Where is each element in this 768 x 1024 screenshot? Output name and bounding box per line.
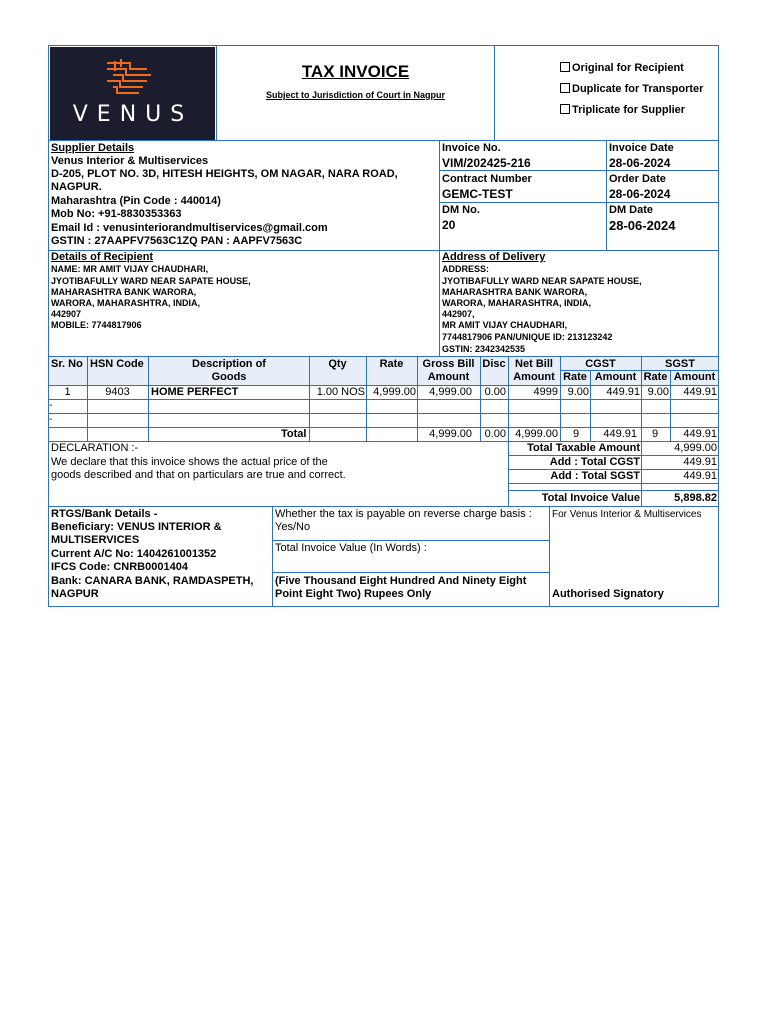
delivery-line: JYOTIBAFULLY WARD NEAR SAPATE HOUSE, [442,276,642,286]
supplier-address-1: D-205, PLOT NO. 3D, HITESH HEIGHTS, OM NAGAR, NARA ROAD, [51,168,398,180]
dm-no: 20 [442,218,456,232]
invoice-date: 28-06-2024 [609,156,671,170]
recipient-line: WARORA, MAHARASHTRA, INDIA, [51,298,200,308]
order-date-label: Order Date [609,173,666,185]
col-gross: Gross Bill [422,358,475,370]
taxable-value: 4,999.00 [674,442,717,454]
divider [439,250,440,357]
declaration-line-2: goods described and that on particulars are true and correct. [51,469,346,481]
order-date: 28-06-2024 [609,187,671,201]
row-gross: 4,999.00 [429,386,472,398]
supplier-gstin: GSTIN : 27AAPFV7563C1ZQ PAN : AAPFV7563C [51,235,303,247]
divider [272,506,273,606]
divider [87,356,88,442]
col-desc: Description of [192,358,266,370]
invoice-value-label: Total Invoice Value [541,492,640,504]
taxable-label: Total Taxable Amount [527,442,640,454]
blank-row-mark: - [49,414,53,425]
total-sgst-value: 449.91 [683,470,717,482]
row-qty: 1.00 NOS [316,386,365,398]
total-gross: 4,999.00 [429,428,472,440]
divider [272,572,550,573]
col-rate: Rate [379,358,404,370]
divider [48,140,719,141]
jurisdiction-note: Subject to Jurisdiction of Court in Nagpur [266,90,445,100]
row-cgst-amount: 449.91 [606,386,640,398]
col-sgst-amount: Amount [673,371,716,383]
recipient-line: MOBILE: 7744817906 [51,320,142,330]
bank-line: IFCS Code: CNRB0001404 [51,561,188,573]
col-disc: Disc [482,358,506,370]
delivery-line: 442907, [442,309,475,319]
delivery-label: Address of Delivery [442,251,546,263]
col-cgst-amount: Amount [594,371,637,383]
supplier-name: Venus Interior & Multiservices [51,155,209,167]
total-cgst-amount: 449.91 [603,428,637,440]
recipient-line: JYOTIBAFULLY WARD NEAR SAPATE HOUSE, [51,276,251,286]
checkbox-icon[interactable] [560,104,570,114]
row-sr: 1 [64,386,71,398]
supplier-mobile: Mob No: +91-8830353363 [51,208,182,220]
delivery-line: GSTIN: 2342342535 [442,344,526,354]
delivery-line: MAHARASHTRA BANK WARORA, [442,287,588,297]
col-cgst: CGST [585,358,616,370]
copy-original[interactable] [560,62,684,74]
supplier-state: Maharashtra (Pin Code : 440014) [51,195,221,207]
reverse-charge-question: Whether the tax is payable on reverse charge basis : [275,508,532,520]
recipient-line: NAME: MR AMIT VIJAY CHAUDHARI, [51,264,209,274]
copy-duplicate-label: Duplicate for Transporter [572,83,704,95]
total-label: Total [281,428,307,440]
total-cgst-value: 449.91 [683,456,717,468]
copy-duplicate[interactable] [560,83,703,95]
divider [439,140,440,250]
col-sgst-rate: Rate [643,371,668,383]
bank-line: Current A/C No: 1404261001352 [51,548,217,560]
bank-line: RTGS/Bank Details - [51,508,158,520]
invoice-no: VIM/202425-216 [442,156,531,170]
recipient-label: Details of Recipient [51,251,154,263]
row-sgst-rate: 9.00 [647,386,669,398]
bank-line: MULTISERVICES [51,534,140,546]
page-title: TAX INVOICE [301,62,410,81]
divider [48,506,719,507]
authorised-signatory: Authorised Signatory [552,588,664,600]
divider [508,483,719,484]
row-disc: 0.00 [484,386,506,398]
declaration-label: DECLARATION :- [51,442,139,454]
invoice-date-label: Invoice Date [609,142,674,154]
col-sr: Sr. No [51,358,83,370]
total-net: 4,999.00 [515,428,558,440]
total-disc: 0.00 [484,428,506,440]
col-net: Net Bill [515,358,553,370]
col-gross-2: Amount [427,371,470,383]
divider [508,490,719,491]
total-cgst-label: Add : Total CGST [549,456,640,468]
total-cgst-rate: 9 [573,428,580,440]
row-net: 4999 [533,386,558,398]
row-cgst-rate: 9.00 [567,386,589,398]
recipient-line: 442907 [51,309,82,319]
col-qty: Qty [328,358,347,370]
supplier-label: Supplier Details [51,142,135,154]
reverse-charge-answer: Yes/No [275,521,311,533]
dm-date-label: DM Date [609,204,654,216]
copy-triplicate-label: Triplicate for Supplier [572,104,686,116]
bank-line: Bank: CANARA BANK, RAMDASPETH, [51,575,254,587]
divider [272,540,550,541]
col-cgst-rate: Rate [563,371,587,383]
row-sgst-amount: 449.91 [683,386,717,398]
copy-triplicate[interactable] [560,104,685,116]
dm-date: 28-06-2024 [609,218,676,233]
checkbox-icon[interactable] [560,62,570,72]
row-desc: HOME PERFECT [151,386,239,398]
words-line-2: Point Eight Two) Rupees Only [275,588,432,600]
invoice-value: 5,898.82 [674,492,717,504]
brand-name: VENUS [72,102,194,127]
bank-line: NAGPUR [51,588,99,600]
dm-no-label: DM No. [442,204,480,216]
divider [439,202,719,203]
contract-label: Contract Number [442,173,532,185]
delivery-line: ADDRESS: [442,264,490,274]
declaration-line-1: We declare that this invoice shows the actual price of the [51,456,328,468]
divider [549,506,550,606]
delivery-line: 7744817906 PAN/UNIQUE ID: 213123242 [442,332,613,342]
total-sgst-rate: 9 [652,428,659,440]
words-line-1: (Five Thousand Eight Hundred And Ninety Eight [275,575,527,587]
words-label: Total Invoice Value (In Words) : [275,542,427,554]
delivery-line: WARORA, MAHARASHTRA, INDIA, [442,298,591,308]
blank-row-mark: - [49,400,53,411]
recipient-line: MAHARASHTRA BANK WARORA, [51,287,197,297]
total-sgst-amount: 449.91 [683,428,717,440]
total-sgst-label: Add : Total SGST [550,470,640,482]
supplier-email: Email Id : venusinteriorandmultiservices@gmail.com [51,222,328,234]
checkbox-icon[interactable] [560,83,570,93]
delivery-line: MR AMIT VIJAY CHAUDHARI, [442,320,568,330]
bank-line: Beneficiary: VENUS INTERIOR & [51,521,222,533]
col-hsn: HSN Code [90,358,144,370]
contract-number: GEMC-TEST [442,187,513,201]
venus-logo [50,47,215,140]
divider [439,170,719,171]
col-net-2: Amount [513,371,555,383]
col-desc-2: Goods [211,371,247,383]
signature-for: For Venus Interior & Multiservices [552,509,702,520]
supplier-address-2: NAGPUR. [51,181,102,193]
divider [606,140,607,250]
invoice-no-label: Invoice No. [442,142,501,154]
copy-original-label: Original for Recipient [572,62,684,74]
row-rate: 4,999.00 [373,386,416,398]
col-sgst: SGST [665,358,695,370]
row-hsn: 9403 [105,386,130,398]
